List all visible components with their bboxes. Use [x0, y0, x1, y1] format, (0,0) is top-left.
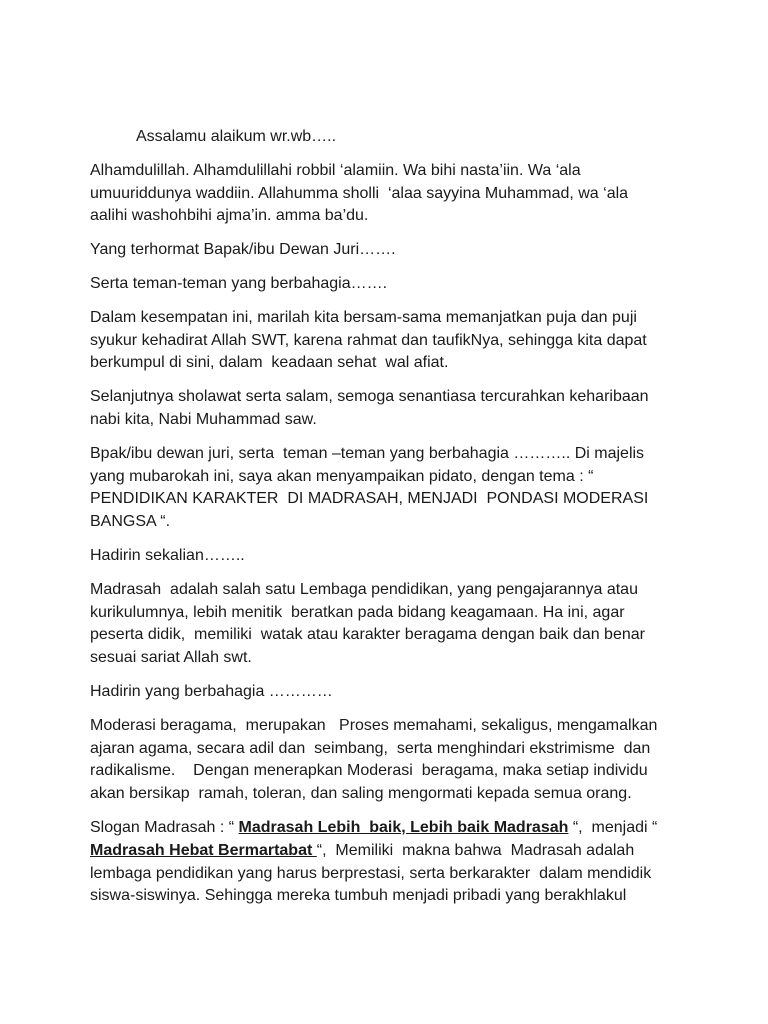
slogan-primary: Madrasah Lebih baik, Lebih baik Madrasah — [238, 818, 569, 836]
paragraph-line: lembaga pendidikan yang harus berprestasi, serta berkarakter dalam mendidik — [90, 864, 652, 882]
paragraph-line: aalihi washohbihi ajma’in. amma ba’du. — [90, 207, 369, 225]
paragraph-line: kurikulumnya, lebih menitik beratkan pada bidang keagamaan. Ha ini, agar — [90, 603, 625, 621]
paragraph-theme — [90, 443, 682, 534]
paragraph-line: Dalam kesempatan ini, marilah kita bersam-sama memanjatkan puja dan puji — [90, 308, 637, 326]
paragraph-honored-jury — [90, 239, 682, 262]
paragraph-line: Selanjutnya sholawat serta salam, semoga senantiasa tercurahkan keharibaan — [90, 388, 649, 406]
document-page — [90, 126, 682, 919]
paragraph-line: yang mubarokah ini, saya akan menyampaikan pidato, dengan tema : “ — [90, 467, 594, 485]
paragraph-slogan — [90, 817, 682, 908]
paragraph-line: sesuai sariat Allah swt. — [90, 649, 252, 667]
slogan-secondary: Madrasah Hebat Bermartabat — [90, 841, 317, 859]
slogan-line-1 — [90, 817, 682, 840]
paragraph-line: radikalisme. Dengan menerapkan Moderasi beragama, maka setiap individu — [90, 762, 648, 780]
slogan-line-2 — [90, 840, 682, 863]
paragraph-line: Yang terhormat Bapak/ibu Dewan Juri……. — [90, 241, 396, 259]
paragraph-line: nabi kita, Nabi Muhammad saw. — [90, 410, 317, 428]
paragraph-line: peserta didik, memiliki watak atau karakter beragama dengan baik dan benar — [90, 626, 645, 644]
slogan-mid: “, menjadi “ — [568, 818, 658, 836]
paragraph-line: umuuriddunya waddiin. Allahumma sholli ‘alaa sayyina Muhammad, wa ‘ala — [90, 184, 629, 202]
slogan-rest: “, Memiliki makna bahwa Madrasah adalah — [316, 841, 635, 859]
paragraph-line: syukur kehadirat Allah SWT, karena rahmat dan taufikNya, sehingga kita dapat — [90, 331, 647, 349]
paragraph-gratitude — [90, 307, 682, 375]
paragraph-line: BANGSA “. — [90, 513, 171, 531]
paragraph-line: Hadirin yang berbahagia ………… — [90, 682, 333, 700]
paragraph-line: Madrasah adalah salah satu Lembaga pendidikan, yang pengajarannya atau — [90, 580, 638, 598]
paragraph-line: PENDIDIKAN KARAKTER DI MADRASAH, MENJADI PONDASI MODERASI — [90, 490, 649, 508]
paragraph-audience — [90, 545, 682, 568]
paragraph-line: Moderasi beragama, merupakan Proses memahami, sekaligus, mengamalkan — [90, 716, 658, 734]
paragraph-line: siswa-siswinya. Sehingga mereka tumbuh menjadi pribadi yang berakhlakul — [90, 887, 627, 905]
paragraph-audience-2 — [90, 681, 682, 704]
paragraph-opening — [90, 160, 682, 228]
greeting — [90, 126, 682, 149]
greeting-text: Assalamu alaikum wr.wb….. — [136, 128, 337, 145]
paragraph-moderation — [90, 715, 682, 806]
paragraph-line: ajaran agama, secara adil dan seimbang, serta menghindari ekstrimisme dan — [90, 739, 651, 757]
paragraph-sholawat — [90, 386, 682, 432]
paragraph-madrasah — [90, 579, 682, 670]
paragraph-line: akan bersikap ramah, toleran, dan saling mengormati kepada semua orang. — [90, 785, 632, 803]
slogan-prefix: Slogan Madrasah : “ — [90, 818, 239, 836]
paragraph-line: Serta teman-teman yang berbahagia……. — [90, 274, 388, 292]
paragraph-line: berkumpul di sini, dalam keadaan sehat wal afiat. — [90, 354, 449, 372]
paragraph-line: Alhamdulillah. Alhamdulillahi robbil ‘alamiin. Wa bihi nasta’iin. Wa ‘ala — [90, 161, 581, 179]
paragraph-line: Hadirin sekalian…….. — [90, 546, 245, 564]
paragraph-line: Bpak/ibu dewan juri, serta teman –teman yang berbahagia ……….. Di majelis — [90, 444, 645, 462]
paragraph-friends — [90, 273, 682, 296]
